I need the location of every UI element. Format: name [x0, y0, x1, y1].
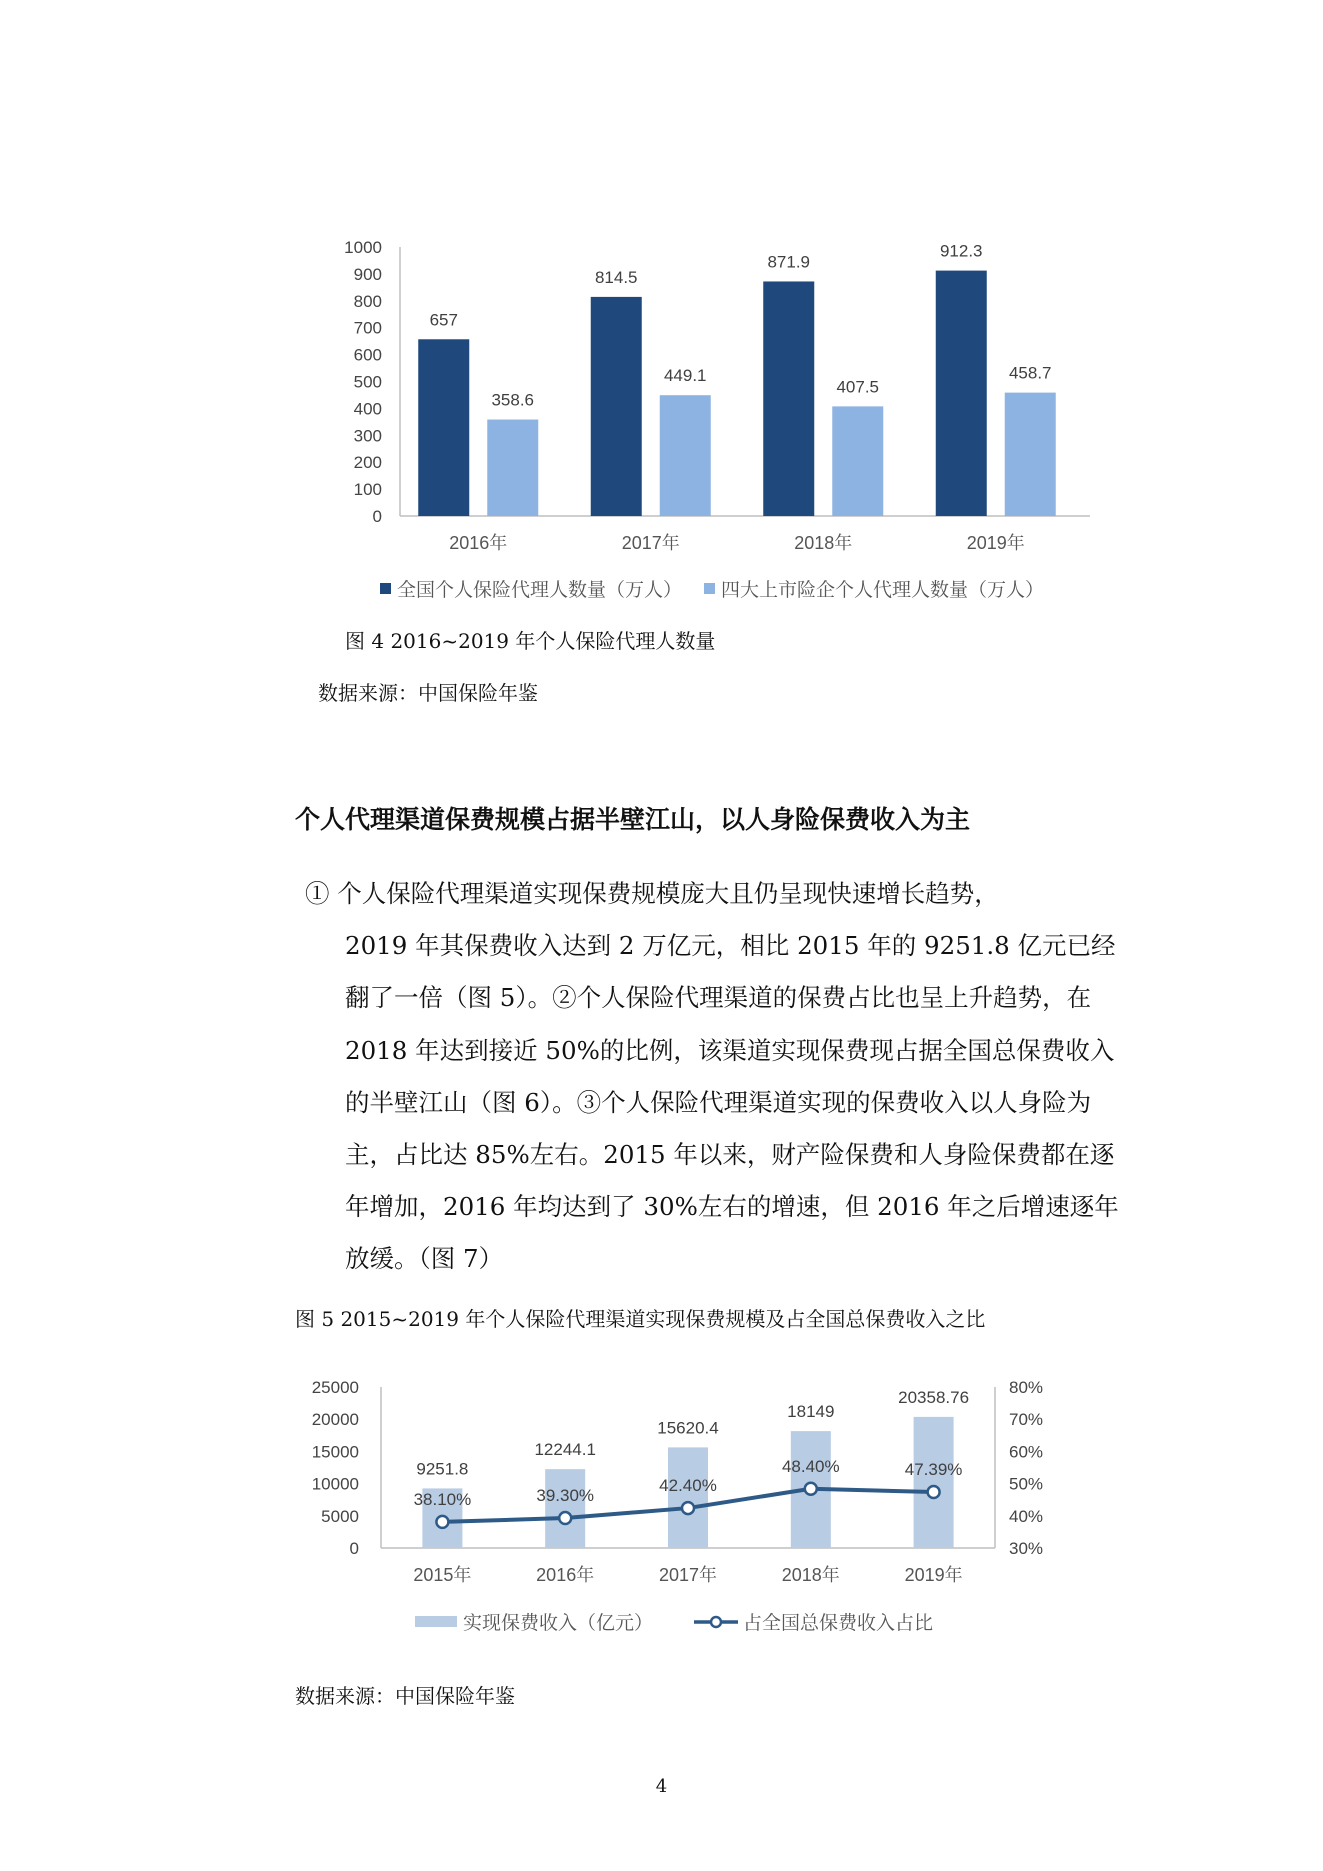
legend-swatch-national — [380, 583, 391, 594]
bar-premium — [545, 1469, 585, 1548]
chart-premium-scale — [0, 1360, 1323, 1600]
ratio-point — [805, 1483, 817, 1495]
line-data-label: 47.39% — [904, 1460, 963, 1480]
y-tick-label: 1000 — [344, 238, 382, 257]
data-label: 657 — [429, 310, 458, 330]
x-tick-label: 2016年 — [536, 1565, 595, 1585]
bar-data-label: 18149 — [787, 1402, 835, 1422]
line-data-label: 38.10% — [413, 1489, 472, 1509]
legend-label-big4: 四大上市险企个人代理人数量（万人） — [721, 579, 1045, 601]
bar-data-label: 12244.1 — [534, 1440, 596, 1460]
x-tick-label: 2017年 — [621, 533, 680, 553]
data-label: 814.5 — [594, 267, 638, 287]
y-tick-label: 800 — [353, 291, 382, 311]
data-label: 871.9 — [767, 252, 811, 272]
x-tick-label: 2019年 — [966, 533, 1025, 553]
x-tick-label: 2016年 — [449, 533, 508, 553]
line-data-label: 48.40% — [781, 1456, 840, 1476]
section-paragraph — [305, 868, 1131, 1286]
right-tick-label: 80% — [1009, 1378, 1044, 1397]
right-tick-label: 30% — [1009, 1539, 1044, 1558]
page-number: 4 — [655, 1776, 668, 1797]
right-tick-label: 60% — [1009, 1442, 1044, 1462]
bar-big4 — [487, 420, 538, 516]
chart2-legend — [415, 1608, 933, 1635]
legend-swatch-big4 — [704, 583, 715, 594]
left-tick-label: 5000 — [321, 1506, 359, 1526]
section-heading: 个人代理渠道保费规模占据半壁江山，以人身险保费收入为主 — [295, 805, 971, 834]
right-tick-label: 50% — [1009, 1474, 1044, 1494]
bar-big4 — [660, 395, 711, 516]
bar-data-label: 20358.76 — [898, 1387, 970, 1407]
chart-agent-count — [0, 0, 1323, 580]
chart1-legend — [380, 575, 1044, 602]
bar-big4 — [1005, 393, 1056, 516]
left-tick-label: 15000 — [311, 1442, 359, 1462]
x-tick-label: 2018年 — [794, 533, 853, 553]
data-label: 358.6 — [491, 390, 535, 410]
y-tick-label: 500 — [353, 372, 382, 392]
ratio-point — [682, 1502, 694, 1514]
fig5-source: 数据来源：中国保险年鉴 — [295, 1684, 515, 1708]
ratio-point — [928, 1486, 940, 1498]
legend-label-premium: 实现保费收入（亿元） — [463, 1612, 654, 1634]
y-tick-label: 100 — [353, 480, 382, 500]
right-tick-label: 70% — [1009, 1410, 1044, 1430]
y-tick-label: 300 — [353, 426, 382, 446]
x-tick-label: 2019年 — [904, 1565, 963, 1585]
bar-national — [763, 281, 814, 516]
paragraph-first-line: ① 个人保险代理渠道实现保费规模庞大且仍呈现快速增长趋势， — [305, 879, 999, 908]
bar-data-label: 15620.4 — [657, 1418, 719, 1438]
legend-label-national: 全国个人保险代理人数量（万人） — [397, 579, 683, 601]
bar-data-label: 9251.8 — [416, 1459, 469, 1479]
fig4-source: 数据来源：中国保险年鉴 — [318, 681, 538, 705]
bar-premium — [668, 1447, 708, 1548]
x-tick-label: 2018年 — [781, 1565, 840, 1585]
ratio-point — [436, 1516, 448, 1528]
y-tick-label: 200 — [353, 453, 382, 473]
bar-premium — [914, 1417, 954, 1548]
legend-label-ratio: 占全国总保费收入占比 — [743, 1612, 934, 1634]
data-label: 458.7 — [1008, 363, 1052, 383]
line-data-label: 39.30% — [536, 1486, 595, 1506]
data-label: 407.5 — [836, 377, 880, 397]
fig4-caption: 图 4 2016~2019 年个人保险代理人数量 — [345, 629, 716, 653]
y-tick-label: 900 — [353, 264, 382, 284]
x-tick-label: 2017年 — [658, 1565, 718, 1585]
y-tick-label: 600 — [353, 345, 382, 365]
left-tick-label: 0 — [349, 1539, 359, 1558]
y-tick-label: 400 — [353, 399, 382, 419]
right-tick-label: 40% — [1009, 1506, 1044, 1526]
bar-national — [936, 271, 987, 516]
left-tick-label: 10000 — [311, 1474, 359, 1494]
left-tick-label: 25000 — [311, 1378, 359, 1397]
legend-line-ratio-icon — [693, 1615, 739, 1629]
ratio-point — [559, 1512, 571, 1524]
y-tick-label: 700 — [353, 318, 382, 338]
left-tick-label: 20000 — [311, 1410, 359, 1430]
data-label: 912.3 — [939, 241, 983, 261]
y-tick-label: 0 — [372, 507, 382, 526]
bar-national — [591, 297, 642, 516]
legend-swatch-premium — [415, 1616, 457, 1627]
line-data-label: 42.40% — [659, 1476, 717, 1496]
paragraph-body: 2019 年其保费收入达到 2 万亿元，相比 2015 年的 9251.8 亿元已经翻了一倍（图 5）。②个人保险代理渠道的保费占比也呈上升趋势，在 2018 年达到接近 50%的比例，该渠道实现保费现占据全国总保费收入的半壁江山（图 6）。③个人保险代理渠道实现的保费收入以人身险为主，占比达 85%左右。2015 年以来，财产险保费和人身险保费都在逐年增加，2016 年均达到了 30%左右的增速，但 2016 年之后增速逐年放缓。（图 7） — [345, 931, 1119, 1274]
x-tick-label: 2015年 — [413, 1565, 472, 1585]
bar-national — [418, 339, 469, 516]
bar-big4 — [832, 406, 883, 516]
fig5-caption: 图 5 2015~2019 年个人保险代理渠道实现保费规模及占全国总保费收入之比 — [295, 1307, 986, 1331]
data-label: 449.1 — [663, 366, 707, 386]
